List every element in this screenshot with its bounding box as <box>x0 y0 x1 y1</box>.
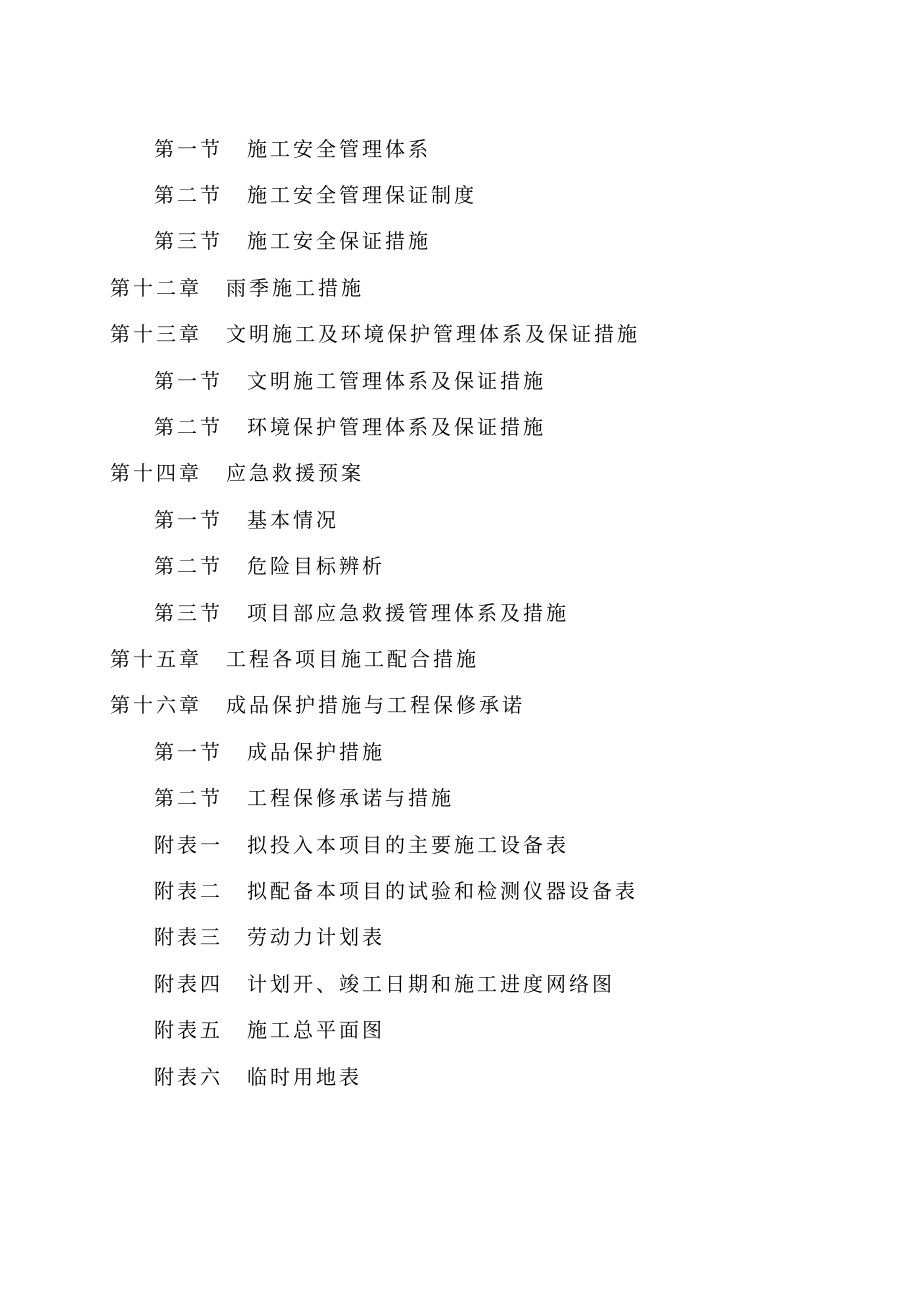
toc-entry-title: 雨季施工措施 <box>226 275 364 300</box>
toc-entry-label: 第十三章 <box>110 322 202 347</box>
toc-section-entry <box>0 542 920 588</box>
toc-entry-title: 施工总平面图 <box>247 1018 385 1043</box>
toc-entry-label: 第十四章 <box>110 461 202 486</box>
toc-entry-title: 计划开、竣工日期和施工进度网络图 <box>247 971 615 996</box>
toc-entry-label: 第二节 <box>154 786 223 811</box>
toc-section-entry <box>0 1052 920 1098</box>
toc-section-entry <box>0 588 920 634</box>
toc-entry-title: 工程保修承诺与措施 <box>247 786 454 811</box>
toc-entry-label: 附表四 <box>154 971 223 996</box>
toc-entry-label: 第十二章 <box>110 275 202 300</box>
toc-entry-label: 附表二 <box>154 878 223 903</box>
toc-section-entry <box>0 124 920 170</box>
toc-section-entry <box>0 913 920 959</box>
toc-entry-label: 第十五章 <box>110 646 202 671</box>
toc-chapter-entry <box>0 449 920 495</box>
toc-entry-label: 第一节 <box>154 739 223 764</box>
toc-entry-label: 附表五 <box>154 1018 223 1043</box>
toc-entry-label: 第二节 <box>154 183 223 208</box>
toc-entry-label: 第一节 <box>154 136 223 161</box>
toc-entry-title: 成品保护措施 <box>247 739 385 764</box>
toc-entry-label: 第三节 <box>154 600 223 625</box>
toc-entry-title: 危险目标辨析 <box>247 554 385 579</box>
toc-entry-label: 第十六章 <box>110 693 202 718</box>
toc-section-entry <box>0 402 920 448</box>
toc-entry-label: 第一节 <box>154 507 223 532</box>
toc-entry-label: 第二节 <box>154 554 223 579</box>
toc-entry-title: 应急救援预案 <box>226 461 364 486</box>
toc-entry-title: 成品保护措施与工程保修承诺 <box>226 693 525 718</box>
toc-section-entry <box>0 727 920 773</box>
toc-entry-title: 临时用地表 <box>247 1064 362 1089</box>
toc-entry-label: 第三节 <box>154 229 223 254</box>
toc-entry-title: 基本情况 <box>247 507 339 532</box>
toc-entry-label: 附表六 <box>154 1064 223 1089</box>
toc-entry-title: 劳动力计划表 <box>247 925 385 950</box>
toc-chapter-entry <box>0 681 920 727</box>
toc-entry-title: 拟配备本项目的试验和检测仪器设备表 <box>247 878 638 903</box>
toc-entry-title: 施工安全管理保证制度 <box>247 183 477 208</box>
toc-entry-title: 工程各项目施工配合措施 <box>226 646 479 671</box>
toc-section-entry <box>0 1005 920 1051</box>
toc-entry-label: 第一节 <box>154 368 223 393</box>
toc-entry-title: 环境保护管理体系及保证措施 <box>247 415 546 440</box>
toc-section-entry <box>0 495 920 541</box>
toc-entry-title: 文明施工管理体系及保证措施 <box>247 368 546 393</box>
toc-chapter-entry <box>0 310 920 356</box>
toc-section-entry <box>0 170 920 216</box>
toc-chapter-entry <box>0 634 920 680</box>
toc-section-entry <box>0 866 920 912</box>
toc-entry-title: 拟投入本项目的主要施工设备表 <box>247 832 569 857</box>
toc-chapter-entry <box>0 263 920 309</box>
toc-section-entry <box>0 773 920 819</box>
toc-section-entry <box>0 217 920 263</box>
toc-entry-label: 附表一 <box>154 832 223 857</box>
toc-section-entry <box>0 356 920 402</box>
toc-entry-label: 第二节 <box>154 415 223 440</box>
toc-entry-title: 施工安全保证措施 <box>247 229 431 254</box>
table-of-contents <box>0 124 920 1098</box>
toc-entry-label: 附表三 <box>154 925 223 950</box>
toc-entry-title: 文明施工及环境保护管理体系及保证措施 <box>226 322 640 347</box>
toc-entry-title: 项目部应急救援管理体系及措施 <box>247 600 569 625</box>
toc-entry-title: 施工安全管理体系 <box>247 136 431 161</box>
toc-section-entry <box>0 820 920 866</box>
toc-section-entry <box>0 959 920 1005</box>
